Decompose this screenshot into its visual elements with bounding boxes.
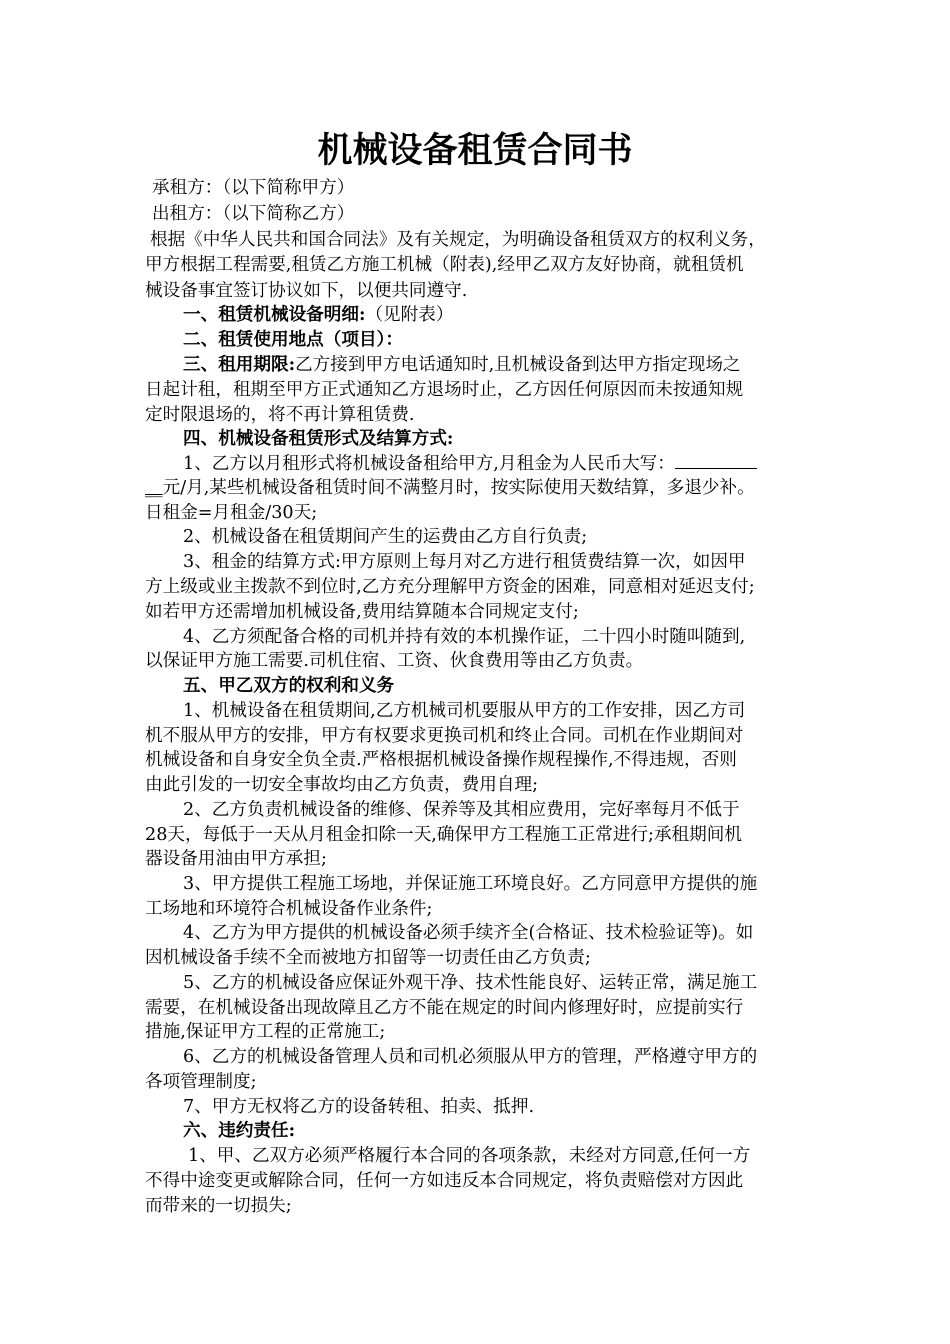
paragraph-line: 机不服从甲方的安排，甲方有权要求更换司机和终止合同。司机在作业期间对 [145, 726, 744, 746]
document-title: 机械设备租赁合同书 [317, 130, 633, 171]
section-text: 乙方接到甲方电话通知时,且机械设备到达甲方指定现场之 [295, 355, 741, 375]
clause-line: 2、机械设备在租赁期间产生的运费由乙方自行负责; [183, 527, 588, 547]
section-heading: 一、租赁机械设备明细: [183, 304, 366, 325]
section-2-line [183, 327, 843, 353]
rent-amount-blank [675, 450, 757, 469]
section-4-line [183, 426, 843, 452]
clause-text: 元/月,某些机械设备租赁时间不满整月时，按实际使用天数结算，多退少补。 [162, 478, 755, 498]
paragraph-line: 28天，每低于一天从月租金扣除一天,确保甲方工程施工正常进行;承租期间机 [145, 825, 742, 845]
section-heading: 四、机械设备租赁形式及结算方式: [183, 428, 454, 449]
clause-line: 1、甲、乙双方必须严格履行本合同的各项条款，未经对方同意,任何一方 [188, 1146, 751, 1166]
paragraph-line: 机械设备和自身安全负全责.严格根据机械设备操作规程操作,不得违规，否则 [145, 750, 737, 770]
paragraph-line: 器设备用油由甲方承担; [145, 849, 327, 869]
section-heading: 三、租用期限: [183, 354, 296, 375]
paragraph-line [145, 475, 825, 501]
clause-line: 7、甲方无权将乙方的设备转租、拍卖、抵押. [183, 1097, 535, 1117]
paragraph-line: 甲方根据工程需要,租赁乙方施工机械（附表),经甲乙双方友好协商，就租赁机 [145, 255, 744, 275]
paragraph-line: 日租金=月租金/30天; [145, 503, 318, 523]
paragraph-line: 日起计租，租期至甲方正式通知乙方退场时止，乙方因任何原因而未按通知规 [145, 380, 744, 400]
paragraph-line: 而带来的一切损失; [145, 1196, 292, 1216]
paragraph-line: 各项管理制度; [145, 1072, 257, 1092]
clause-line: 6、乙方的机械设备管理人员和司机必须服从甲方的管理，严格遵守甲方的 [183, 1047, 758, 1067]
paragraph-line: 因机械设备手续不全而被地方扣留等一切责任由乙方负责; [145, 948, 591, 968]
paragraph-line: 方上级或业主拨款不到位时,乙方充分理解甲方资金的困难，同意相对延迟支付; [145, 577, 755, 597]
clause-line: 4、乙方为甲方提供的机械设备必须手续齐全(合格证、技术检验证等)。如 [183, 923, 754, 943]
paragraph-line: 定时限退场的，将不再计算租赁费. [145, 405, 415, 425]
section-1-line [183, 302, 843, 328]
clause-line: 2、乙方负责机械设备的维修、保养等及其相应费用，完好率每月不低于 [183, 800, 740, 820]
rent-amount-line [183, 450, 823, 476]
paragraph-line: 械设备事宜签订协议如下，以便共同遵守. [145, 281, 468, 301]
section-6-line [183, 1118, 843, 1144]
rent-amount-blank-tail: __ [145, 478, 163, 498]
paragraph-line: 不得中途变更或解除合同，任何一方如违反本合同规定，将负责赔偿对方因此 [145, 1171, 744, 1191]
section-heading: 五、甲乙双方的权利和义务 [183, 675, 395, 696]
clause-text: 1、乙方以月租形式将机械设备租给甲方,月租金为人民币大写： [183, 454, 675, 474]
lessor-line: 出租方：（以下简称乙方） [152, 204, 355, 224]
clause-line: 3、甲方提供工程施工场地，并保证施工环境良好。乙方同意甲方提供的施 [183, 874, 758, 894]
clause-line: 4、乙方须配备合格的司机并持有效的本机操作证，二十四小时随叫随到, [183, 627, 746, 647]
paragraph-line: 如若甲方还需增加机械设备,费用结算随本合同规定支付; [145, 602, 579, 622]
paragraph-line: 以保证甲方施工需要.司机住宿、工资、伙食费用等由乙方负责。 [145, 651, 644, 671]
section-text: （见附表） [365, 305, 454, 325]
section-heading: 二、租赁使用地点（项目）： [183, 329, 403, 350]
clause-line: 1、机械设备在租赁期间,乙方机械司机要服从甲方的工作安排，因乙方司 [183, 701, 746, 721]
section-3-line [183, 352, 843, 378]
paragraph-line: 需要，在机械设备出现故障且乙方不能在规定的时间内修理好时，应提前实行 [145, 998, 744, 1018]
lessee-line: 承租方：（以下简称甲方） [152, 178, 355, 198]
clause-line: 5、乙方的机械设备应保证外观干净、技术性能良好、运转正常，满足施工 [183, 973, 758, 993]
paragraph-line: 根据《中华人民共和国合同法》及有关规定，为明确设备租赁双方的权利义务， [150, 230, 766, 250]
paragraph-line: 工场地和环境符合机械设备作业条件; [145, 899, 433, 919]
section-5-line [183, 673, 843, 699]
section-heading: 六、违约责任: [183, 1120, 296, 1141]
paragraph-line: 由此引发的一切安全事故均由乙方负责，费用自理; [145, 775, 538, 795]
clause-line: 3、租金的结算方式:甲方原则上每月对乙方进行租赁费结算一次，如因甲 [183, 552, 746, 572]
paragraph-line: 措施,保证甲方工程的正常施工; [145, 1022, 386, 1042]
